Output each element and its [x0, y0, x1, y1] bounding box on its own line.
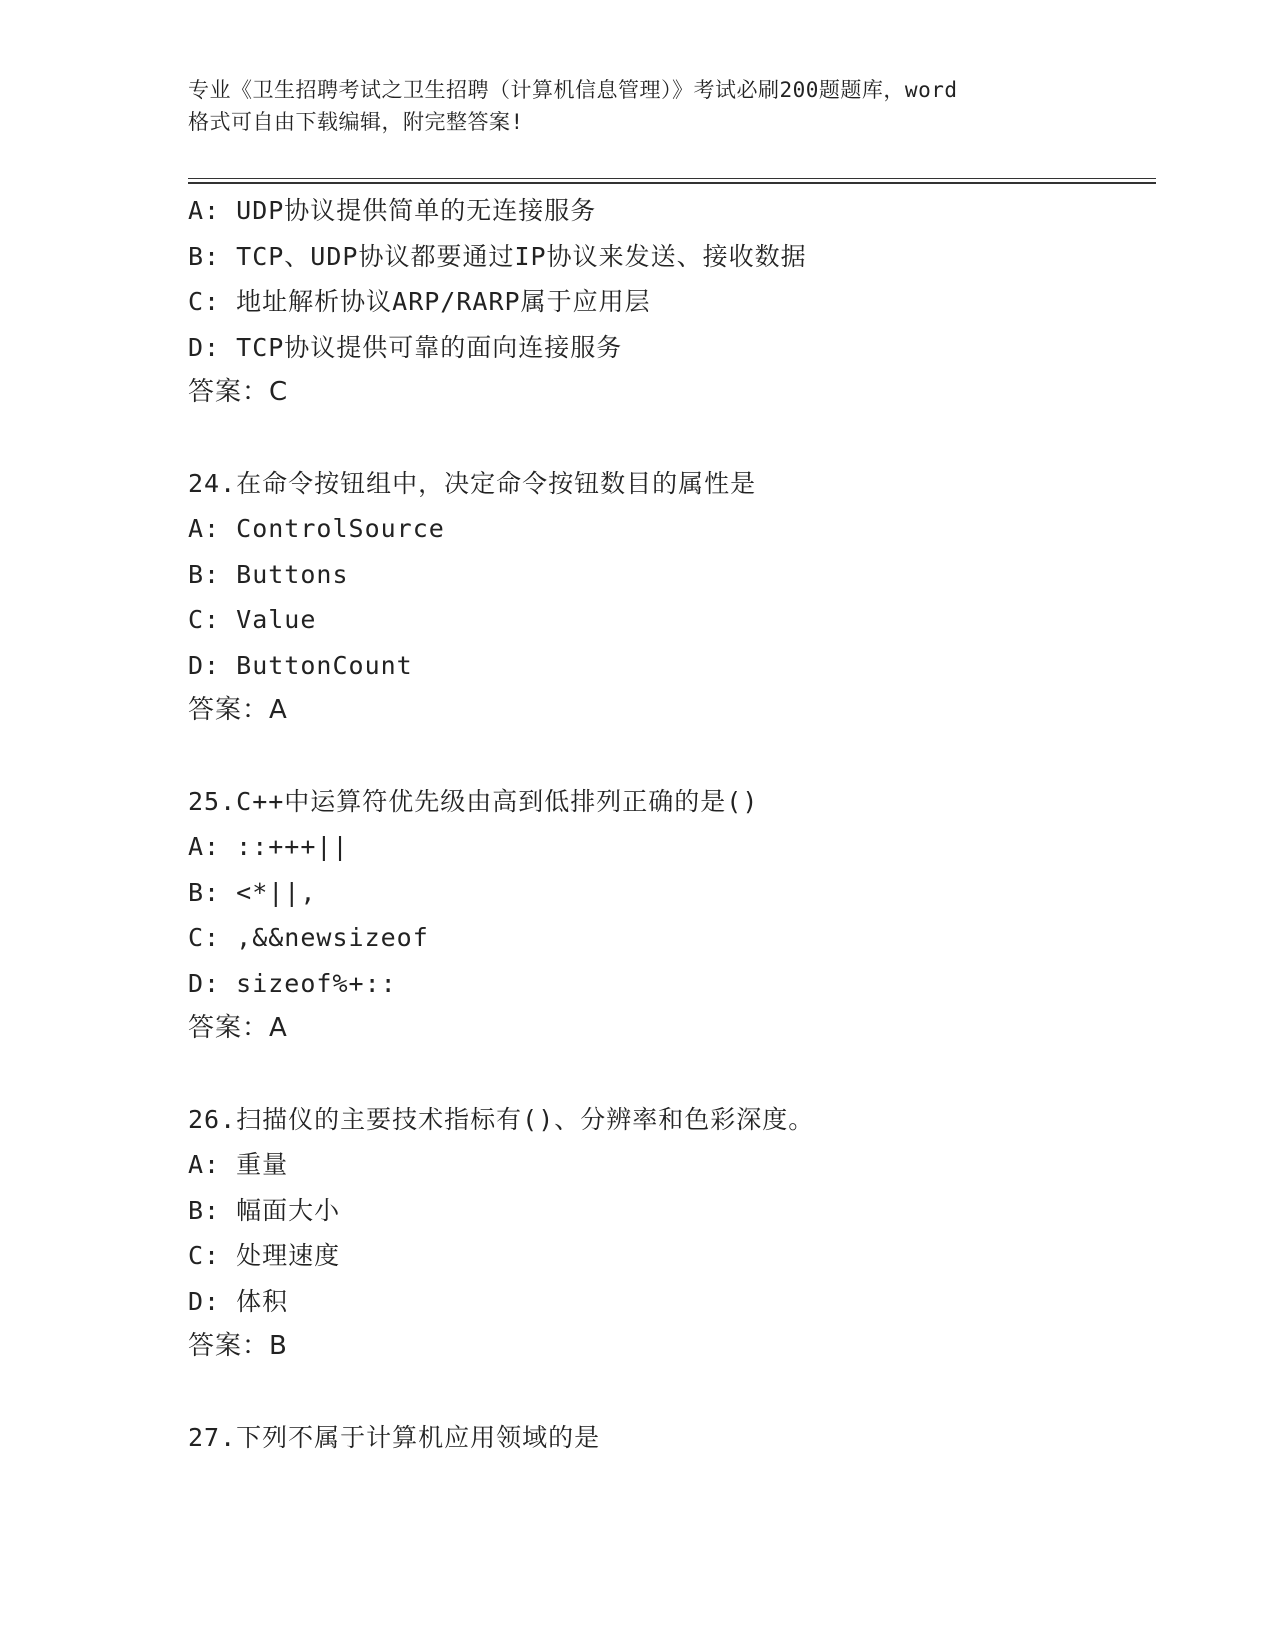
- header-line-2: 格式可自由下载编辑，附完整答案!: [188, 110, 524, 134]
- spacer: [188, 734, 1148, 779]
- option-a: A: ControlSource: [188, 514, 445, 543]
- question-27: [188, 1415, 1148, 1461]
- question-24: [188, 461, 1148, 734]
- question-26: [188, 1097, 1148, 1370]
- spacer: [188, 1052, 1148, 1097]
- option-d: D: 体积: [188, 1286, 289, 1316]
- option-c: C: 处理速度: [188, 1241, 341, 1270]
- question-23: [188, 188, 1148, 416]
- option-a: A: UDP协议提供简单的无连接服务: [188, 196, 597, 225]
- document-header: [188, 74, 1088, 138]
- answer: 答案：A: [188, 1013, 288, 1043]
- option-d: D: TCP协议提供可靠的面向连接服务: [188, 332, 623, 362]
- question-text: 25.C++中运算符优先级由高到低排列正确的是(): [188, 786, 759, 816]
- question-25: [188, 779, 1148, 1052]
- answer: 答案：A: [188, 695, 288, 725]
- option-d: D: sizeof%+::: [188, 968, 397, 998]
- option-b: B: 幅面大小: [188, 1195, 341, 1225]
- question-list: [188, 188, 1148, 1460]
- header-line-1: 专业《卫生招聘考试之卫生招聘（计算机信息管理）》考试必刷200题题库，word: [188, 78, 958, 102]
- question-text: 24.在命令按钮组中，决定命令按钮数目的属性是: [188, 468, 757, 498]
- spacer: [188, 1370, 1148, 1415]
- option-a: A: ::+++||: [188, 832, 349, 861]
- question-text: 26.扫描仪的主要技术指标有()、分辨率和色彩深度。: [188, 1104, 815, 1134]
- header-divider-bottom: [188, 182, 1156, 184]
- question-text: 27.下列不属于计算机应用领域的是: [188, 1422, 601, 1452]
- answer: 答案：B: [188, 1331, 288, 1361]
- option-d: D: ButtonCount: [188, 650, 413, 680]
- option-b: B: TCP、UDP协议都要通过IP协议来发送、接收数据: [188, 241, 807, 271]
- option-c: C: 地址解析协议ARP/RARP属于应用层: [188, 287, 651, 316]
- spacer: [188, 416, 1148, 461]
- option-c: C: Value: [188, 605, 317, 634]
- answer: 答案：C: [188, 377, 289, 407]
- option-b: B: Buttons: [188, 559, 349, 589]
- option-a: A: 重量: [188, 1150, 289, 1179]
- option-c: C: ,&&newsizeof: [188, 923, 429, 952]
- option-b: B: <*||,: [188, 877, 317, 907]
- header-divider-top: [188, 178, 1156, 179]
